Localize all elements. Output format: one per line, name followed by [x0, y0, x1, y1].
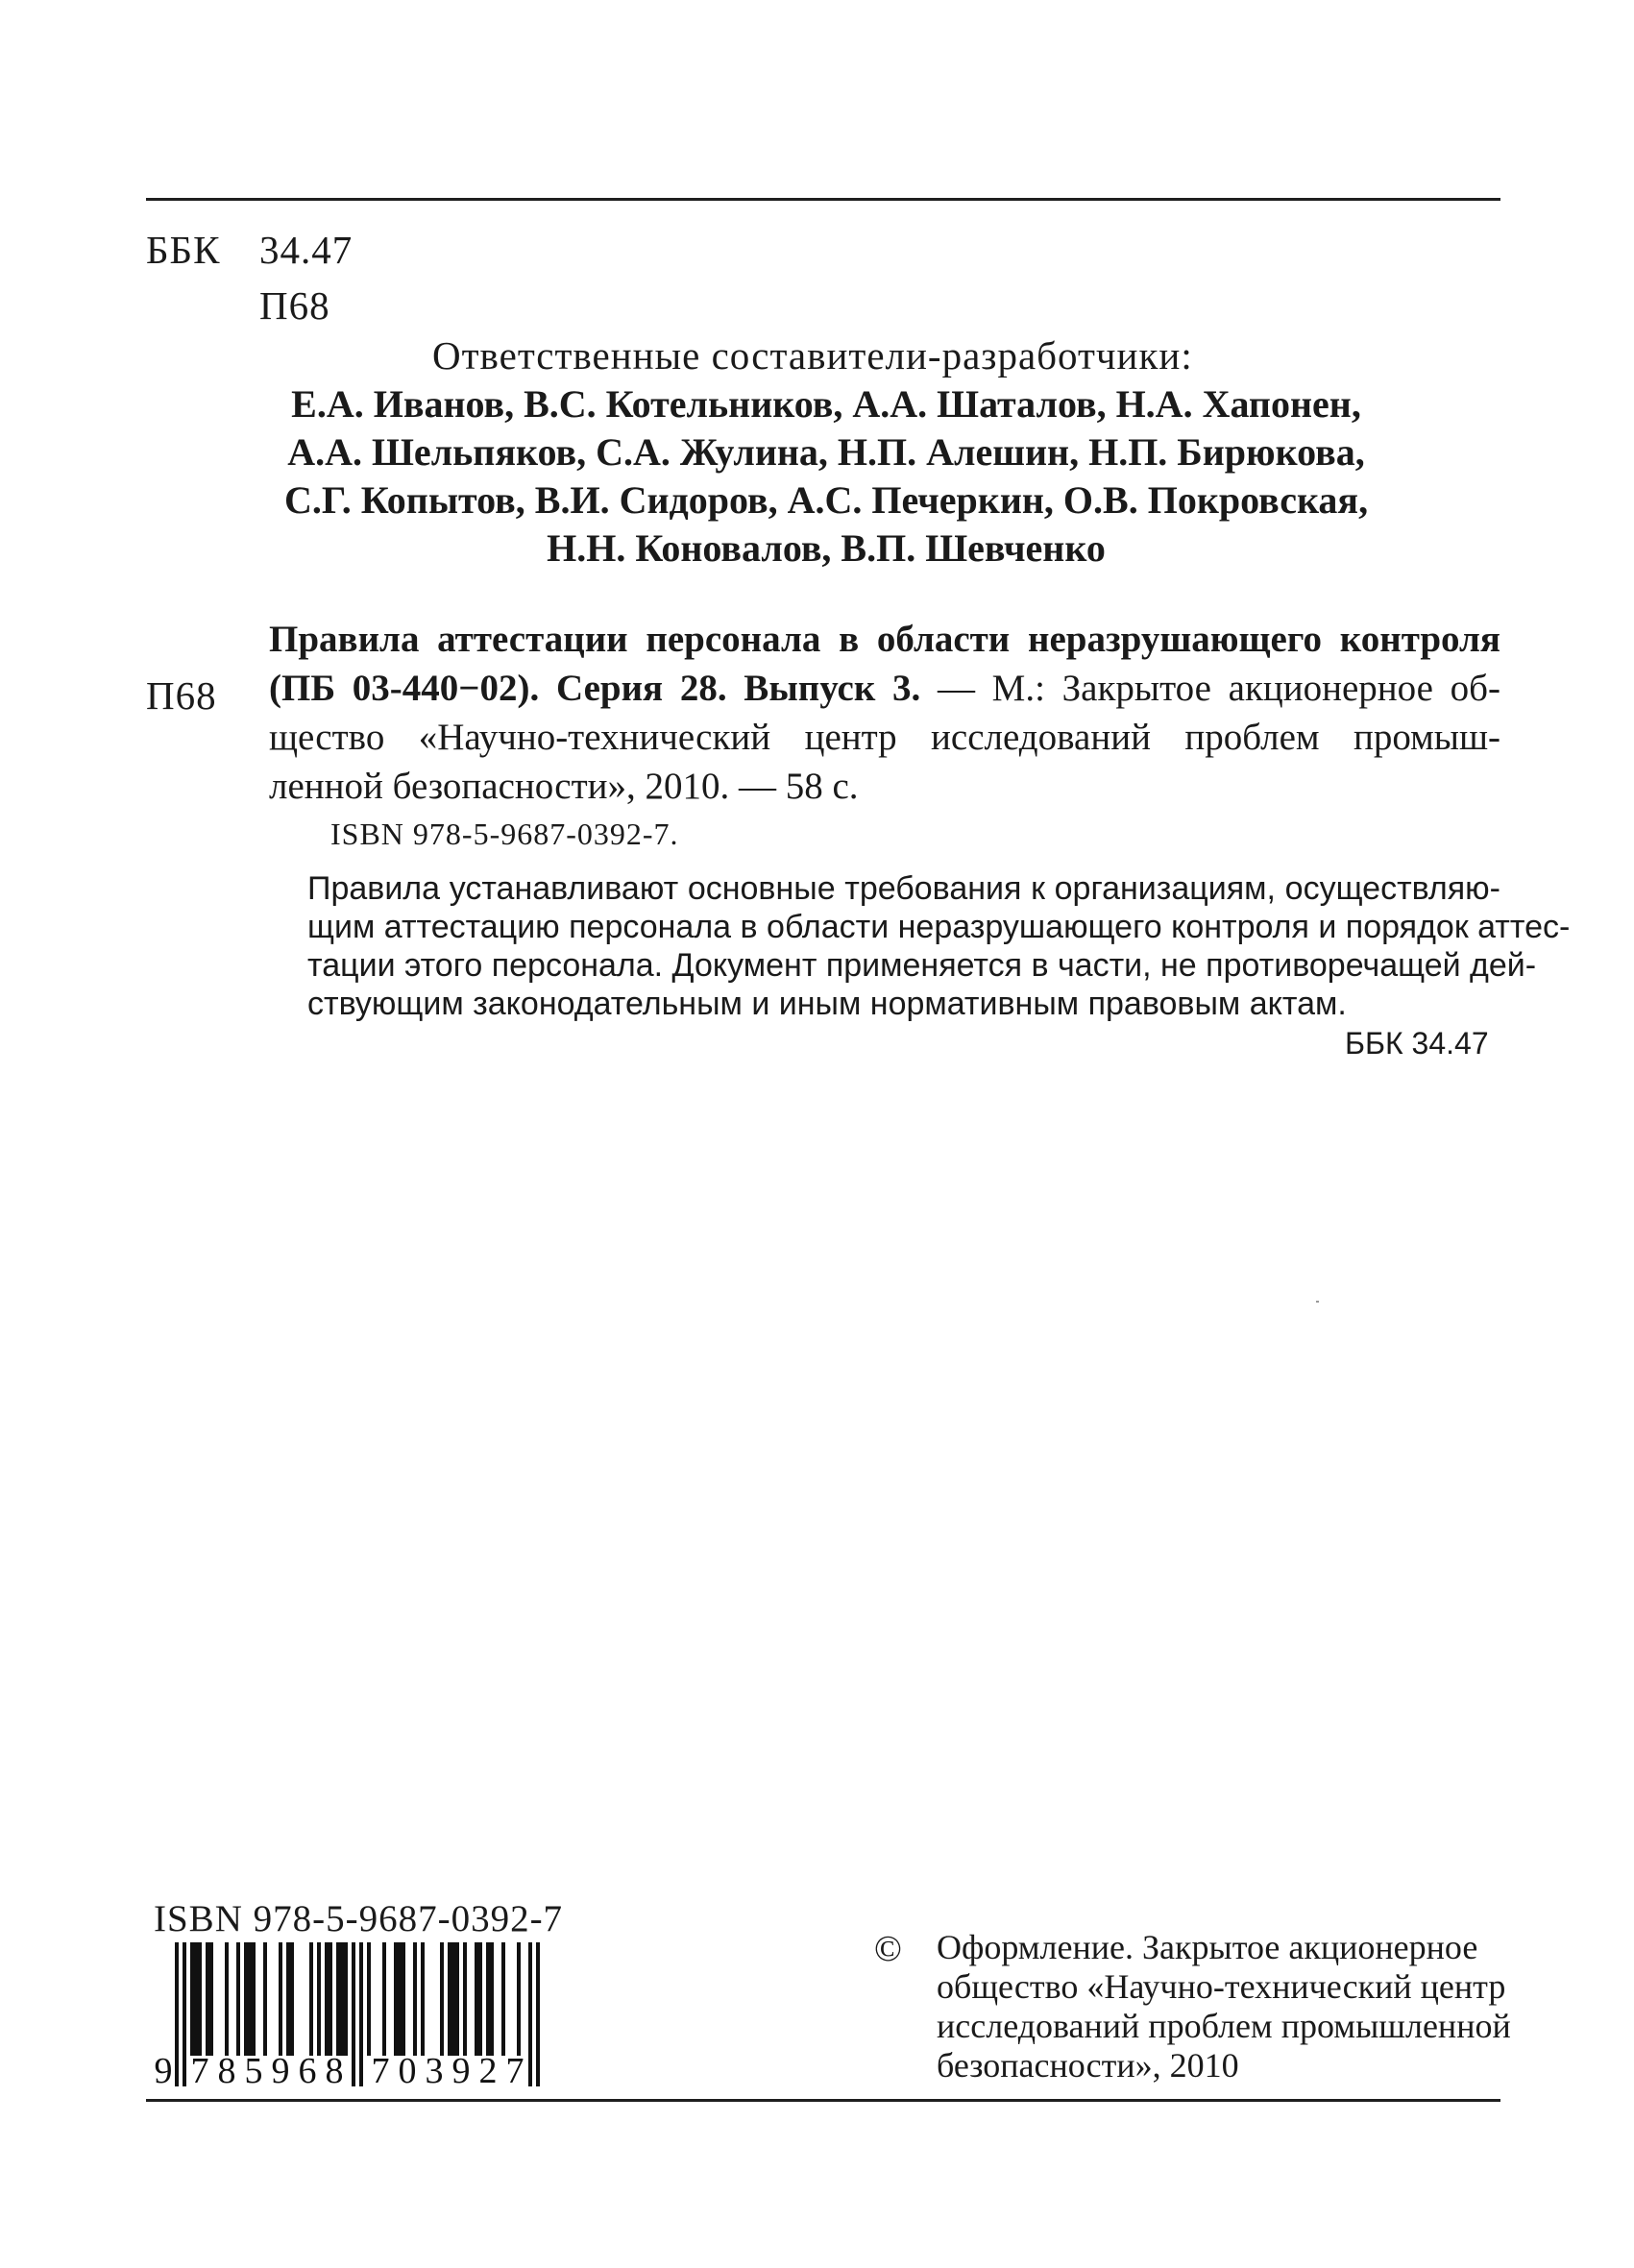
barcode-bar: [463, 1942, 467, 2056]
annotation-line: тации этого персонала. Документ применяется в части, не противоречащей дей-: [307, 947, 1537, 984]
barcode-digit: 0: [398, 2051, 417, 2086]
description-publisher: — М.: Закрытое акционерное об-: [920, 668, 1500, 709]
bbk-code: 34.47: [259, 228, 354, 272]
barcode-bar: [194, 1942, 198, 2056]
barcode-bar: [183, 1942, 186, 2086]
barcode-digit: 7: [371, 2051, 390, 2086]
annotation-line: щим аттестацию персонала в области неразрушающего контроля и порядок аттес-: [307, 909, 1571, 945]
barcode-digit: 3: [425, 2051, 444, 2086]
barcode-digit: 5: [244, 2051, 263, 2086]
barcode-bar: [175, 1942, 179, 2086]
copyright-line: безопасности», 2010: [937, 2046, 1239, 2085]
annotation-line: ствующим законодательным и иным нормативным правовым актам.: [307, 986, 1347, 1022]
speck: [1316, 1301, 1319, 1303]
barcode-bar: [455, 1942, 459, 2056]
barcode-bar: [352, 1942, 355, 2086]
barcode-bar: [367, 1942, 371, 2056]
barcode-digit: 8: [325, 2051, 344, 2086]
description-title: Правила аттестации персонала в области неразрушающего контроля: [269, 619, 1500, 660]
barcode-digit: 7: [505, 2051, 524, 2086]
barcode-digit: 2: [478, 2051, 498, 2086]
isbn-barcode: [154, 1942, 544, 2086]
barcode-digit: 7: [190, 2051, 209, 2086]
barcode-bar: [206, 1942, 209, 2056]
barcode-bar: [198, 1942, 202, 2056]
description-line: щество «Научно-технический центр исследований проблем промыш-: [269, 717, 1500, 758]
bbk-right: ББК 34.47: [1345, 1026, 1489, 1061]
copyright-notice: [937, 1928, 1513, 2085]
barcode-bar: [536, 1942, 540, 2086]
copyright-line: общество «Научно-технический центр: [937, 1967, 1506, 2006]
copyright-line: исследований проблем промышленной: [937, 2007, 1511, 2045]
description-series: (ПБ 03-440−02). Серия 28. Выпуск 3.: [269, 668, 921, 709]
annotation: [307, 869, 1571, 1023]
barcode-digit: 9: [451, 2051, 471, 2086]
barcode-bar: [413, 1942, 417, 2056]
top-rule: [146, 198, 1500, 201]
bibliographic-description: [269, 615, 1500, 811]
barcode-bar: [309, 1942, 313, 2056]
bottom-rule: [146, 2099, 1500, 2102]
barcode-bar: [398, 1942, 402, 2056]
barcode-bar: [528, 1942, 532, 2086]
copyright-symbol: ©: [874, 1929, 902, 1969]
barcode-bar: [421, 1942, 425, 2056]
authors-block: [221, 380, 1431, 573]
barcode-bar: [402, 1942, 405, 2056]
barcode-digit: 6: [298, 2051, 317, 2086]
barcode-bar: [486, 1942, 490, 2056]
barcode-bar: [382, 1942, 386, 2056]
copyright-line: Оформление. Закрытое акционерное: [937, 1928, 1478, 1966]
barcode-bar: [244, 1942, 248, 2056]
barcode-digit: 9: [271, 2051, 290, 2086]
barcode-bar: [440, 1942, 444, 2056]
barcode-bar: [263, 1942, 267, 2056]
barcode-bar: [290, 1942, 294, 2056]
description-line: [269, 664, 1500, 713]
barcode-bar: [325, 1942, 329, 2056]
barcode-bar: [190, 1942, 194, 2056]
barcode-bar: [286, 1942, 290, 2056]
barcode-bar: [451, 1942, 455, 2056]
barcode-bar: [501, 1942, 505, 2056]
barcode-bar: [225, 1942, 229, 2056]
barcode-bar: [359, 1942, 363, 2086]
description-line: ленной безопасности», 2010. — 58 с.: [269, 766, 859, 807]
barcode-bar: [236, 1942, 240, 2056]
bbk-label: ББК: [146, 228, 221, 272]
barcode-bar: [340, 1942, 344, 2056]
isbn-text: ISBN 978-5-9687-0392-7.: [330, 817, 679, 851]
authors-line: Н.Н. Коновалов, В.П. Шевченко: [547, 526, 1106, 570]
barcode-bar: [448, 1942, 451, 2056]
barcode-bar: [344, 1942, 348, 2056]
barcode-bar: [478, 1942, 482, 2056]
barcode-bar: [394, 1942, 398, 2056]
barcode-bar: [317, 1942, 321, 2056]
barcode-digits: [155, 2051, 524, 2086]
barcode-bar: [248, 1942, 252, 2056]
barcode-bar: [252, 1942, 256, 2056]
barcode-bar: [475, 1942, 478, 2056]
authors-line: С.Г. Копытов, В.И. Сидоров, А.С. Печеркин, О.В. Покровская,: [283, 478, 1369, 522]
barcode-bar: [517, 1942, 521, 2056]
barcode-bar: [490, 1942, 494, 2056]
barcode-bar: [336, 1942, 340, 2056]
barcode-digit: 8: [217, 2051, 236, 2086]
barcode-bar: [209, 1942, 213, 2056]
barcode-bar: [329, 1942, 332, 2056]
barcode-bar: [279, 1942, 282, 2056]
annotation-line: Правила устанавливают основные требования к организациям, осуществляю-: [307, 870, 1500, 907]
authors-line: А.А. Шельпяков, С.А. Жулина, Н.П. Алешин, Н.П. Бирюкова,: [287, 430, 1365, 474]
isbn-barcode-label: ISBN 978-5-9687-0392-7: [154, 1898, 564, 1939]
authors-line: Е.А. Иванов, В.С. Котельников, А.А. Шаталов, Н.А. Хапонен,: [291, 382, 1361, 426]
barcode-digit: 9: [154, 2051, 173, 2086]
catalog-sign: П68: [146, 673, 217, 718]
author-sign: П68: [259, 283, 330, 328]
responsible-heading: Ответственные составители-разработчики:: [432, 333, 1193, 378]
